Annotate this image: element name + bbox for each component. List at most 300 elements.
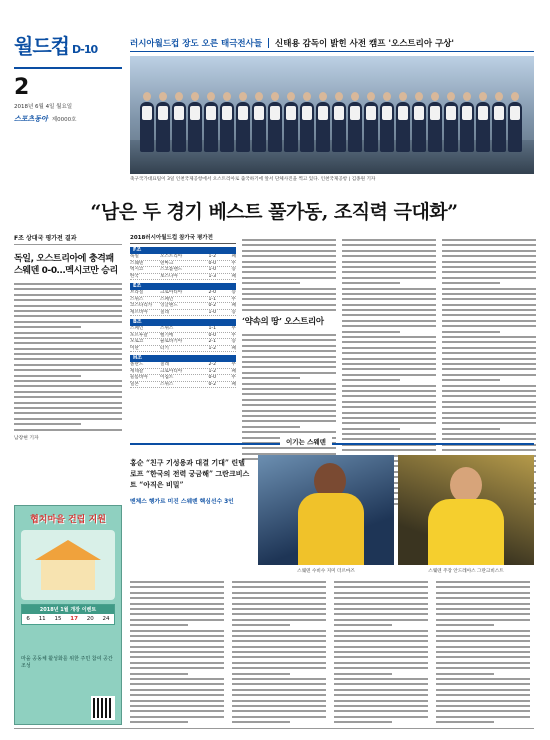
text-line (130, 662, 224, 664)
photo-caption: 축구국가대표팀이 3일 인천국제공항에서 오스트리아로 출국하기에 앞서 단체사진을 찍고 있다. 인천국제공항 | 김종원 기자 (130, 177, 376, 182)
feature-column-3-body (334, 581, 428, 723)
text-line (342, 401, 436, 403)
text-line (232, 678, 326, 680)
page-number: 2 (14, 75, 30, 100)
text-line (442, 304, 536, 306)
standings-cell: 이란 (130, 345, 139, 351)
text-line (342, 255, 436, 257)
text-line (436, 597, 530, 599)
text-line (342, 374, 436, 376)
text-line (232, 608, 326, 610)
standings-cell: 브라질 (130, 290, 144, 295)
text-line (342, 320, 436, 322)
standings-cell: 0-0 (208, 375, 216, 380)
text-line (14, 353, 122, 355)
text-line (242, 366, 336, 368)
text-line (232, 667, 326, 669)
standings-cell: 크로아티아 (160, 290, 183, 295)
text-line (242, 372, 336, 374)
text-line (242, 244, 336, 246)
text-line (334, 700, 428, 702)
text-line (242, 277, 336, 279)
text-line (232, 721, 290, 723)
text-line (436, 613, 530, 615)
text-line (334, 673, 392, 675)
player-figure (492, 102, 506, 152)
player-figure (140, 102, 154, 152)
text-line (334, 705, 428, 707)
player-figure (300, 102, 314, 152)
text-line (242, 356, 336, 358)
text-line (342, 244, 436, 246)
text-line (232, 635, 326, 637)
standings-row (130, 274, 236, 281)
standings-cell: 크로아티아 (160, 368, 183, 374)
text-line (232, 581, 326, 583)
text-line (232, 613, 326, 615)
text-line (334, 646, 428, 648)
text-line (242, 420, 336, 422)
text-line (334, 603, 428, 605)
player-figure (268, 102, 282, 152)
main-headline[interactable]: “남은 두 경기 베스트 풀가동, 조직력 극대화” (90, 201, 458, 223)
story-column-1-body (242, 239, 336, 311)
text-line (436, 586, 530, 588)
feature-tab-label: 이기는 스웨덴 (280, 437, 332, 446)
standings-cell: 1-0 (208, 309, 216, 315)
text-line (130, 646, 224, 648)
player-figure (316, 102, 330, 152)
text-line (14, 310, 122, 312)
text-line (442, 368, 536, 370)
feature-column-4 (436, 575, 530, 727)
text-line (232, 710, 326, 712)
standings-cell: 스위스 (160, 381, 174, 387)
text-line (442, 261, 536, 263)
text-line (442, 406, 536, 408)
text-line (14, 337, 122, 339)
text-line (436, 651, 530, 653)
text-line (436, 721, 494, 723)
text-line (342, 293, 436, 295)
text-line (130, 624, 188, 626)
text-line (442, 428, 500, 430)
standings-cell: 1-2 (208, 254, 216, 259)
text-line (342, 368, 436, 370)
text-line (442, 433, 536, 435)
text-line (342, 428, 400, 430)
team-photo (130, 56, 534, 174)
text-line (442, 352, 536, 354)
text-line (342, 277, 436, 279)
text-line (334, 694, 428, 696)
text-line (130, 656, 224, 658)
text-line (242, 261, 336, 263)
text-line (436, 683, 530, 685)
standings-cell: 코스타리카 (130, 303, 153, 308)
text-line (14, 423, 81, 425)
standings-group (130, 283, 236, 316)
text-line (14, 369, 122, 371)
text-line (442, 358, 536, 360)
player-figure (156, 102, 170, 152)
text-line (242, 339, 336, 341)
text-line (242, 393, 336, 395)
player-figure (332, 102, 346, 152)
text-line (232, 705, 326, 707)
text-line (14, 348, 122, 350)
text-line (242, 426, 300, 428)
feature-column-3 (334, 575, 428, 727)
standings-cell: 콜롬비아 (130, 375, 148, 380)
player-figure (188, 102, 202, 152)
text-line (436, 619, 530, 621)
text-line (334, 581, 428, 583)
text-line (334, 710, 428, 712)
text-line (242, 288, 336, 290)
ad-footer-text: 마을 공동체 활성화를 위한 주민 참여 공간 조성 (21, 656, 113, 669)
text-line (130, 586, 224, 588)
standings-cell: 잉글랜드 (160, 303, 178, 308)
feature-section (130, 438, 534, 574)
standings-cell: 칠레 (160, 309, 169, 315)
text-line (14, 299, 122, 301)
text-line (242, 350, 336, 352)
text-line (442, 341, 536, 343)
ad-roof-shape (35, 540, 101, 560)
player-figure (284, 102, 298, 152)
text-line (232, 651, 326, 653)
text-line (442, 239, 536, 241)
text-line (442, 331, 500, 333)
text-line (242, 415, 336, 417)
standings-cell: 승 (231, 267, 236, 272)
text-line (14, 380, 122, 382)
player-figure (460, 102, 474, 152)
ad-calendar-day: 20 (86, 616, 94, 622)
standings-cell: 1-2 (208, 368, 216, 374)
standings-cell: 보스니아 (160, 273, 178, 279)
text-line (442, 395, 536, 397)
headline-separator (268, 38, 269, 48)
text-line (232, 630, 326, 632)
text-line (130, 619, 224, 621)
player-figure (476, 102, 490, 152)
player-figure (364, 102, 378, 152)
player-figure (508, 102, 522, 152)
text-line (14, 283, 122, 285)
text-line (334, 662, 428, 664)
player-figure (236, 102, 250, 152)
standings-table (130, 233, 236, 388)
text-line (242, 447, 336, 449)
text-line (436, 635, 530, 637)
text-line (334, 656, 428, 658)
text-line (232, 716, 326, 718)
text-line (14, 375, 81, 377)
text-line (242, 250, 336, 252)
standings-cell: 일본 (130, 381, 139, 387)
text-line (442, 288, 536, 290)
brand-logo (14, 114, 122, 124)
standings-cell: 터키 (160, 345, 169, 351)
text-line (14, 321, 122, 323)
player-figure (172, 102, 186, 152)
text-line (130, 640, 224, 642)
text-line (442, 250, 536, 252)
text-line (242, 309, 336, 311)
text-line (14, 342, 122, 344)
standings-cell: 세르비아 (130, 309, 148, 315)
footer-rule (14, 728, 534, 729)
text-line (436, 608, 530, 610)
text-line (232, 592, 326, 594)
left-story-byline: 남장현 기자 (14, 435, 39, 441)
text-line (442, 271, 536, 273)
text-line (130, 667, 224, 669)
text-line (436, 603, 530, 605)
standings-cell: 무 (231, 296, 236, 302)
text-line (334, 721, 392, 723)
ad-calendar-day: 24 (102, 616, 110, 622)
standings-cell: 1-2 (208, 345, 216, 351)
text-line (334, 683, 428, 685)
text-line (14, 332, 122, 334)
text-line (442, 320, 536, 322)
text-line (436, 689, 530, 691)
text-line (342, 438, 436, 440)
text-line (242, 410, 336, 412)
standings-cell: 스코틀랜드 (160, 267, 183, 272)
standings-cell: 2-2 (208, 362, 216, 367)
text-line (14, 326, 81, 328)
standings-cell: 1-1 (208, 296, 216, 302)
text-line (436, 656, 530, 658)
text-line (342, 412, 436, 414)
text-line (232, 689, 326, 691)
text-line (130, 592, 224, 594)
text-line (130, 678, 224, 680)
standings-cell: 오스트리아 (160, 254, 183, 259)
text-line (334, 597, 428, 599)
text-line (14, 364, 122, 366)
standings-cell: 패 (231, 254, 236, 259)
text-line (342, 239, 436, 241)
standings-cell: 무 (231, 362, 236, 367)
text-line (130, 597, 224, 599)
standings-cell: 2-1 (208, 339, 216, 344)
edition-number: 제0000호 (51, 117, 77, 123)
text-line (334, 716, 428, 718)
text-line (436, 662, 530, 664)
text-line (342, 347, 436, 349)
standings-group-label: E조 (130, 283, 236, 290)
text-line (342, 363, 436, 365)
feature-headline-a[interactable]: 홍순 “친구 기성용과 대결 기대” 린델로프 “한국의 전력 궁금해” 그란크비스트 “아직은 비밀” (130, 458, 250, 489)
feature-column-2 (232, 575, 326, 727)
standings-cell: 폴란드 (130, 362, 144, 367)
standings-cell: 포르투갈 (130, 332, 148, 338)
text-line (436, 630, 530, 632)
text-line (342, 385, 436, 387)
qr-code-icon (91, 696, 115, 720)
standings-cell: 한국 (130, 273, 139, 279)
text-line (242, 266, 336, 268)
text-line (242, 431, 336, 433)
text-line (130, 694, 224, 696)
standings-groups (130, 247, 236, 388)
ad-calendar-title: 2018년 1월 개장 이벤트 (22, 605, 114, 614)
text-line (130, 630, 224, 632)
text-line (130, 613, 224, 615)
text-line (130, 700, 224, 702)
text-line (334, 592, 428, 594)
text-line (130, 683, 224, 685)
standings-title: 2018러시아월드컵 참가국 평가전 (130, 233, 236, 244)
ad-illustration (21, 530, 115, 600)
text-line (334, 635, 428, 637)
text-line (342, 395, 436, 397)
text-line (334, 689, 428, 691)
standings-group (130, 319, 236, 352)
left-story-kicker: F조 상대국 평가전 결과 (14, 233, 122, 245)
standings-row (130, 310, 236, 317)
text-line (342, 422, 436, 424)
text-line (232, 597, 326, 599)
text-line (436, 592, 530, 594)
text-line (442, 277, 536, 279)
text-line (436, 710, 530, 712)
countdown-badge: D-10 (71, 43, 98, 56)
feature-column-4-body (436, 581, 530, 723)
text-line (130, 581, 224, 583)
feature-caption-1: 스웨덴 수비수 지미 더르마즈 (297, 569, 355, 574)
text-line (242, 271, 336, 273)
standings-cell: 덴마크 (160, 260, 174, 266)
ad-calendar-day: 15 (54, 616, 62, 622)
text-line (436, 646, 530, 648)
text-line (334, 608, 428, 610)
standings-cell: 무 (231, 375, 236, 380)
text-line (442, 422, 536, 424)
ad-calendar-day: 17 (70, 616, 78, 622)
text-line (242, 282, 300, 284)
text-line (442, 379, 500, 381)
text-line (436, 640, 530, 642)
text-line (436, 716, 530, 718)
text-line (242, 334, 336, 336)
text-line (242, 293, 336, 295)
text-line (442, 325, 536, 327)
text-line (342, 314, 436, 316)
player-figure (380, 102, 394, 152)
standings-group-label: B조 (130, 319, 236, 326)
text-line (334, 640, 428, 642)
text-line (14, 294, 122, 296)
text-line (342, 271, 436, 273)
text-line (342, 325, 436, 327)
text-line (442, 449, 536, 451)
text-line (242, 383, 336, 385)
player-figure (348, 102, 362, 152)
player-1-jersey (298, 493, 364, 565)
text-line (14, 396, 122, 398)
feature-photo-player-2 (398, 455, 534, 565)
player-figure (252, 102, 266, 152)
text-line (334, 630, 428, 632)
text-line (232, 700, 326, 702)
standings-cell: 독일 (130, 254, 139, 259)
standings-cell: 승 (231, 339, 236, 344)
standings-cell: 승 (231, 309, 236, 315)
standings-cell: 패 (231, 345, 236, 351)
feature-headlines (130, 457, 250, 505)
text-line (442, 244, 536, 246)
story-column-1 (242, 233, 336, 463)
text-line (334, 613, 428, 615)
standings-cell: 무 (231, 326, 236, 331)
standings-cell: 스위스 (160, 326, 174, 331)
text-line (232, 656, 326, 658)
feature-photo-player-1 (258, 455, 394, 565)
text-line (342, 417, 436, 419)
standings-row (130, 382, 236, 389)
date-line: 2018년 6월 4일 월요일 (14, 104, 73, 110)
top-headline-2[interactable]: 신태용 감독이 밝힌 사전 캠프 '오스트리아 구상' (275, 38, 455, 49)
standings-cell: 1-3 (208, 273, 216, 279)
text-line (436, 667, 530, 669)
left-story-body (14, 283, 122, 431)
standings-cell: 무 (231, 260, 236, 266)
player-figure (204, 102, 218, 152)
left-story-headline[interactable]: 독일, 오스트리아에 충격패 스웨덴 0-0…멕시코만 승리 (14, 254, 118, 276)
text-line (130, 716, 224, 718)
standings-cell: 멕시코 (130, 267, 144, 272)
standings-cell: 0-0 (208, 260, 216, 266)
text-line (232, 624, 290, 626)
text-line (334, 678, 428, 680)
feature-column-1 (130, 575, 224, 727)
standings-cell: 0-2 (208, 381, 216, 387)
text-line (442, 255, 536, 257)
text-line (130, 673, 188, 675)
text-line (242, 239, 336, 241)
text-line (342, 379, 400, 381)
text-line (14, 358, 122, 360)
standings-cell: 1-0 (208, 267, 216, 272)
text-line (232, 683, 326, 685)
text-line (14, 402, 122, 404)
text-line (232, 586, 326, 588)
text-line (232, 694, 326, 696)
masthead (14, 30, 122, 124)
feature-column-2-body (232, 581, 326, 723)
standings-cell: 스위스 (130, 296, 144, 302)
text-line (334, 586, 428, 588)
text-line (232, 662, 326, 664)
text-line (130, 689, 224, 691)
player-figure (220, 102, 234, 152)
standings-group-label: H조 (130, 355, 236, 362)
text-line (342, 309, 436, 311)
ad-title: 협치마을 건립 지원 (30, 515, 106, 525)
text-line (334, 619, 428, 621)
standings-cell: 이집트 (160, 375, 174, 380)
advertisement[interactable] (14, 505, 122, 725)
text-line (436, 694, 530, 696)
text-line (442, 293, 536, 295)
top-headline-1[interactable]: 러시아월드컵 장도 오른 태극전사들 (130, 38, 263, 49)
